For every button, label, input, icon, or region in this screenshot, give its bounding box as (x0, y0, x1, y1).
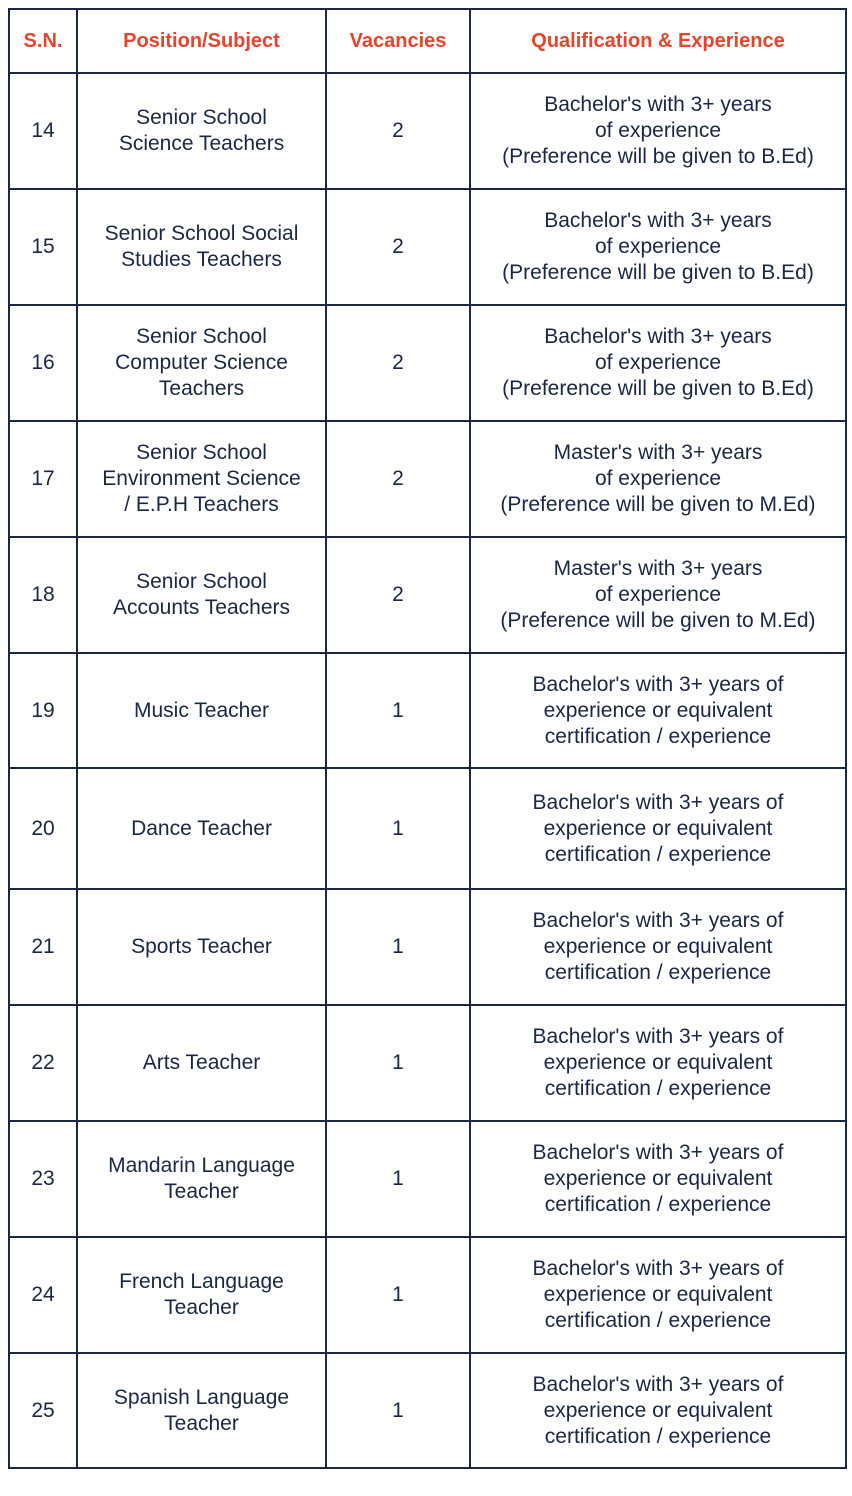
qualification-line: experience or equivalent (543, 1283, 773, 1306)
table-row (9, 768, 846, 889)
qualification-line: (Preference will be given to M.Ed) (500, 493, 816, 516)
position-line: Senior School (136, 570, 267, 593)
position-line: Teacher (164, 1180, 239, 1203)
cell-qualification (470, 421, 846, 537)
position-line: Arts Teacher (142, 1051, 261, 1074)
qualification-line: (Preference will be given to B.Ed) (502, 261, 814, 284)
qualification-line: certification / experience (544, 961, 772, 984)
qualification-line: Bachelor's with 3+ years of (532, 1257, 784, 1280)
position-line: Senior School (136, 441, 267, 464)
cell-qualification (470, 653, 846, 768)
cell-position (77, 1353, 326, 1468)
qualification-line: experience or equivalent (543, 935, 773, 958)
cell-sn: 17 (9, 421, 77, 537)
position-line: Accounts Teachers (112, 596, 291, 619)
cell-position (77, 653, 326, 768)
cell-sn: 18 (9, 537, 77, 653)
cell-vacancies: 2 (326, 421, 470, 537)
header-sn: S.N. (9, 9, 77, 73)
cell-position (77, 1005, 326, 1121)
table-header-row (9, 9, 846, 73)
qualification-line: Bachelor's with 3+ years (544, 209, 772, 232)
qualification-line: of experience (594, 583, 722, 606)
position-line: Sports Teacher (131, 935, 272, 958)
cell-vacancies: 2 (326, 73, 470, 189)
cell-sn: 24 (9, 1237, 77, 1353)
cell-qualification (470, 537, 846, 653)
qualification-line: (Preference will be given to M.Ed) (500, 609, 816, 632)
cell-vacancies: 1 (326, 768, 470, 889)
cell-qualification (470, 1005, 846, 1121)
qualification-line: experience or equivalent (543, 1398, 773, 1422)
cell-qualification (470, 768, 846, 889)
cell-sn: 22 (9, 1005, 77, 1121)
qualification-line: Bachelor's with 3+ years of (532, 790, 784, 814)
position-line: Music Teacher (133, 698, 269, 722)
qualification-line: Bachelor's with 3+ years of (532, 909, 784, 932)
cell-position (77, 1237, 326, 1353)
cell-position (77, 421, 326, 537)
cell-vacancies: 2 (326, 189, 470, 305)
table-row (9, 1005, 846, 1121)
qualification-line: certification / experience (544, 1424, 772, 1448)
position-line: Dance Teacher (131, 816, 272, 840)
table-row (9, 537, 846, 653)
table-row (9, 653, 846, 768)
cell-qualification (470, 189, 846, 305)
cell-position (77, 889, 326, 1005)
position-line: Senior School Social (104, 222, 299, 245)
position-line: Teachers (158, 377, 245, 400)
table-row (9, 889, 846, 1005)
cell-vacancies: 2 (326, 305, 470, 421)
cell-position (77, 1121, 326, 1237)
cell-sn: 20 (9, 768, 77, 889)
table-row (9, 73, 846, 189)
header-position: Position/Subject (77, 9, 326, 73)
cell-vacancies: 1 (326, 1005, 470, 1121)
cell-sn: 21 (9, 889, 77, 1005)
position-line: Senior School (136, 106, 267, 129)
cell-vacancies: 2 (326, 537, 470, 653)
qualification-line: (Preference will be given to B.Ed) (502, 145, 814, 168)
cell-qualification (470, 1353, 846, 1468)
cell-vacancies: 1 (326, 1353, 470, 1468)
qualification-line: experience or equivalent (543, 1167, 773, 1190)
qualification-line: Master's with 3+ years (553, 557, 763, 580)
position-line: Senior School (136, 325, 267, 348)
cell-qualification (470, 889, 846, 1005)
cell-position (77, 305, 326, 421)
table-row (9, 1121, 846, 1237)
qualification-line: Master's with 3+ years (553, 441, 763, 464)
qualification-line: (Preference will be given to B.Ed) (502, 377, 814, 400)
qualification-line: certification / experience (544, 1077, 772, 1100)
cell-vacancies: 1 (326, 889, 470, 1005)
qualification-line: Bachelor's with 3+ years (544, 93, 772, 116)
qualification-line: certification / experience (544, 1309, 772, 1332)
cell-position (77, 73, 326, 189)
qualification-line: Bachelor's with 3+ years (544, 325, 772, 348)
vacancy-table (8, 8, 847, 1469)
position-line: Teacher (164, 1296, 239, 1319)
table-body (9, 73, 846, 1468)
cell-position (77, 189, 326, 305)
table-row (9, 305, 846, 421)
table-row (9, 1353, 846, 1468)
cell-sn: 15 (9, 189, 77, 305)
qualification-line: certification / experience (544, 724, 772, 748)
qualification-line: certification / experience (544, 842, 772, 866)
position-line: Teacher (164, 1411, 239, 1435)
cell-qualification (470, 1121, 846, 1237)
vacancy-table-container (8, 8, 845, 1469)
cell-sn: 25 (9, 1353, 77, 1468)
qualification-line: of experience (594, 119, 722, 142)
qualification-line: experience or equivalent (543, 1051, 773, 1074)
qualification-line: of experience (594, 235, 722, 258)
qualification-line: of experience (594, 467, 722, 490)
header-qualification: Qualification & Experience (470, 9, 846, 73)
cell-sn: 23 (9, 1121, 77, 1237)
qualification-line: experience or equivalent (543, 698, 773, 722)
position-line: / E.P.H Teachers (124, 493, 279, 516)
position-line: Computer Science (115, 351, 288, 374)
header-vacancies: Vacancies (326, 9, 470, 73)
cell-qualification (470, 1237, 846, 1353)
qualification-line: of experience (594, 351, 722, 374)
qualification-line: Bachelor's with 3+ years of (532, 1141, 784, 1164)
cell-vacancies: 1 (326, 1237, 470, 1353)
qualification-line: experience or equivalent (543, 816, 773, 840)
cell-position (77, 537, 326, 653)
qualification-line: certification / experience (544, 1193, 772, 1216)
qualification-line: Bachelor's with 3+ years of (532, 672, 784, 696)
position-line: Mandarin Language (108, 1154, 295, 1177)
table-row (9, 1237, 846, 1353)
cell-qualification (470, 305, 846, 421)
position-line: Studies Teachers (121, 248, 282, 271)
cell-vacancies: 1 (326, 653, 470, 768)
position-line: French Language (119, 1270, 284, 1293)
position-line: Spanish Language (113, 1385, 290, 1409)
qualification-line: Bachelor's with 3+ years of (532, 1372, 784, 1396)
table-row (9, 189, 846, 305)
cell-sn: 14 (9, 73, 77, 189)
cell-position (77, 768, 326, 889)
position-line: Environment Science (102, 467, 301, 490)
qualification-line: Bachelor's with 3+ years of (532, 1025, 784, 1048)
position-line: Science Teachers (118, 132, 285, 155)
cell-sn: 16 (9, 305, 77, 421)
cell-vacancies: 1 (326, 1121, 470, 1237)
cell-qualification (470, 73, 846, 189)
cell-sn: 19 (9, 653, 77, 768)
table-row (9, 421, 846, 537)
